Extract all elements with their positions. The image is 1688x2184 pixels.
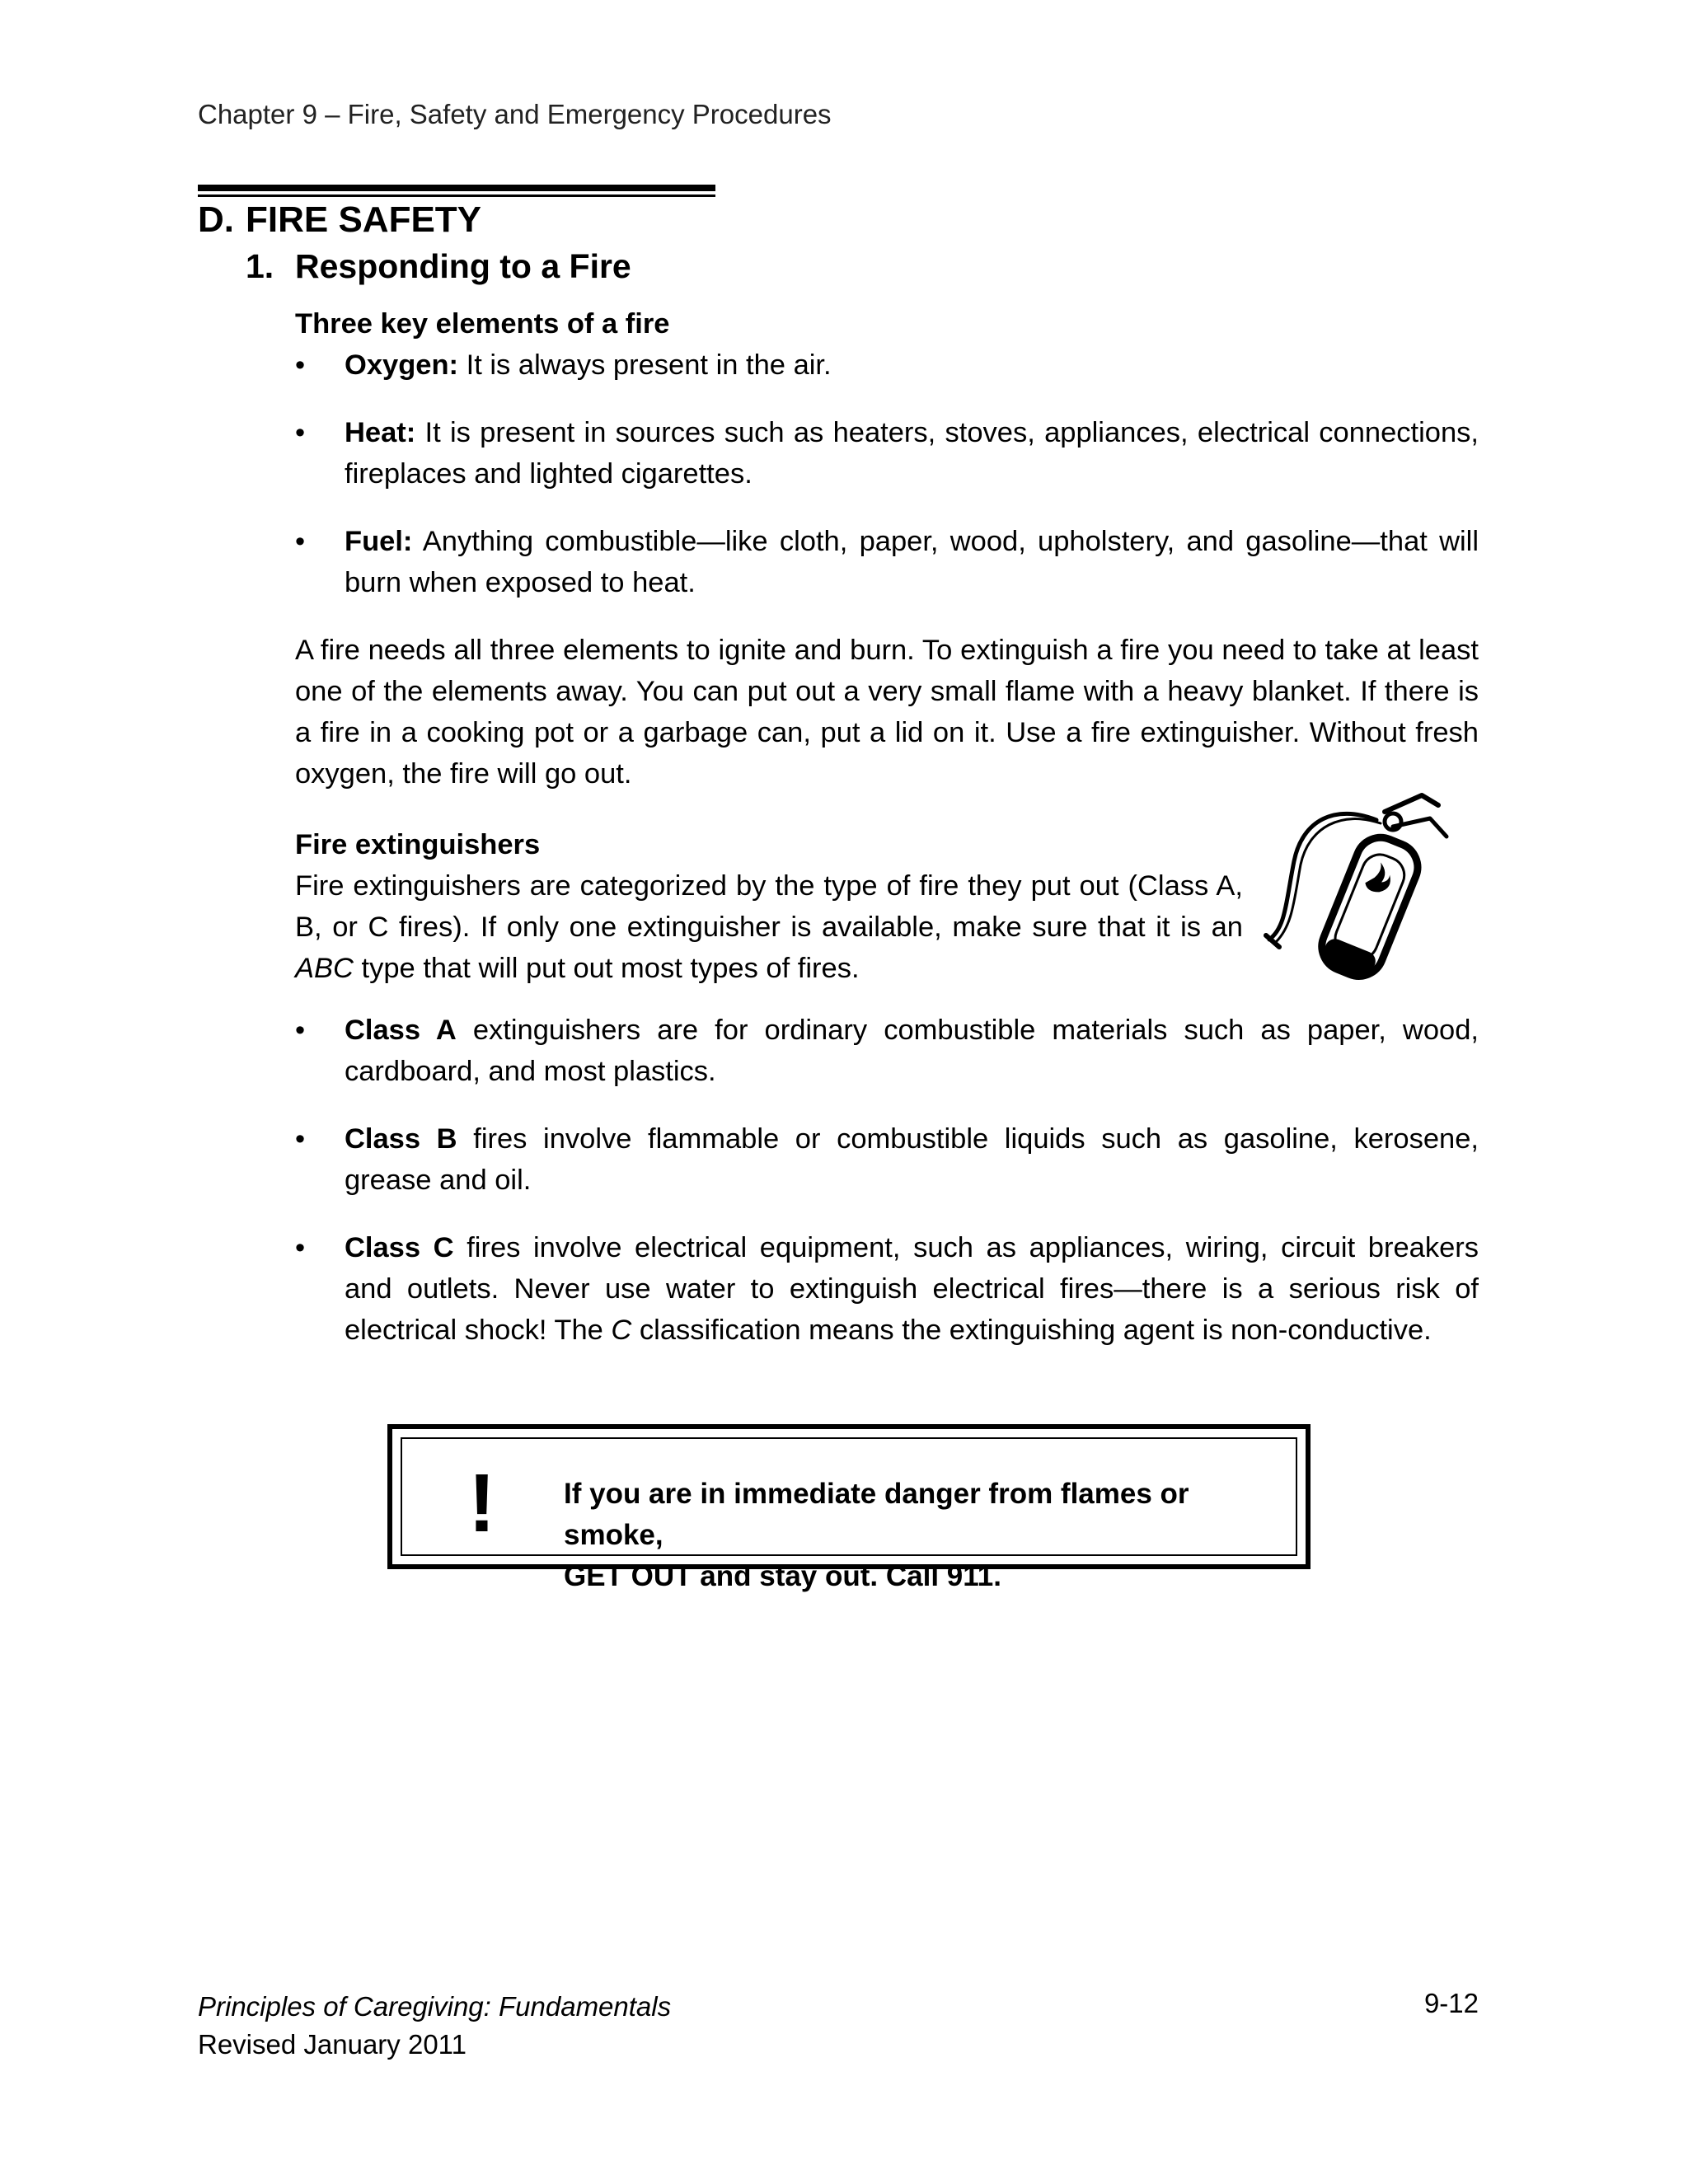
extinguishers-intro	[295, 824, 1243, 989]
alert-inner-border	[401, 1437, 1297, 1592]
abc-emphasis: ABC	[295, 953, 354, 984]
fire-elements-paragraph: A fire needs all three elements to ignite and burn. To extinguish a fire you need to take at least one of the elements away. You can put out a very small flame with a heavy blanket. If there is a fire in a cooking pot or a garbage can, put a lid on it. Use a fire extinguisher. Without fresh oxygen, the fire will go out.	[295, 635, 1479, 790]
exclamation-icon: !	[468, 1457, 496, 1549]
extinguisher-classes	[295, 1010, 1479, 1377]
class-text: fires involve electrical equipment, such as appliances, wiring, circuit breakers and outlets. Never use water to extinguish electrical fires—there is a serious risk of electrical shock! The	[345, 1232, 1479, 1346]
footer-left	[198, 1988, 671, 2064]
element-term: Fuel:	[345, 526, 413, 557]
fire-elements-heading: Three key elements of a fire	[295, 308, 670, 340]
bullet-icon: •	[295, 526, 306, 557]
emergency-alert-box	[387, 1424, 1311, 1592]
section-letter: D.	[198, 199, 234, 240]
extinguishers-text-part2: type that will put out most types of fires.	[353, 953, 860, 984]
bullet-icon: •	[295, 417, 306, 448]
class-term: Class B	[345, 1123, 457, 1155]
list-item	[295, 412, 1479, 494]
section-title-text: FIRE SAFETY	[246, 199, 482, 240]
extinguishers-text-part1: Fire extinguishers are categorized by the type of fire they put out (Class A, B, or C fires). If only one extinguisher is available, make sure that it is an	[295, 870, 1243, 943]
alert-line-2: GET OUT and stay out. Call 911.	[564, 1560, 1001, 1592]
list-item	[295, 1227, 1479, 1351]
bullet-icon: •	[295, 1123, 306, 1155]
class-text: fires involve flammable or combustible liquids such as gasoline, kerosene, grease and oil.	[345, 1123, 1479, 1196]
list-item	[295, 1118, 1479, 1201]
subsection-title-text: Responding to a Fire	[295, 247, 631, 285]
chapter-header: Chapter 9 – Fire, Safety and Emergency Procedures	[198, 99, 832, 129]
element-term: Oxygen:	[345, 349, 459, 381]
class-c-emphasis: C	[611, 1315, 632, 1346]
page-number: 9-12	[1423, 1988, 1479, 2018]
fire-elements-list	[295, 344, 1479, 603]
bullet-icon: •	[295, 349, 306, 381]
element-text: It is present in sources such as heaters, stoves, appliances, electrical connections, fireplaces and lighted cigarettes.	[345, 417, 1479, 490]
heading-rule-thin	[198, 194, 715, 197]
class-list	[295, 1010, 1479, 1351]
heading-rule-thick	[198, 185, 715, 191]
fire-elements-section	[295, 303, 1479, 794]
element-text: Anything combustible—like cloth, paper, wood, upholstery, and gasoline—that will burn when exposed to heat.	[345, 526, 1479, 598]
extinguishers-heading: Fire extinguishers	[295, 829, 541, 860]
list-item	[295, 521, 1479, 603]
class-term: Class A	[345, 1015, 457, 1046]
bullet-icon: •	[295, 1015, 306, 1046]
fire-extinguisher-icon	[1261, 787, 1451, 993]
bullet-icon: •	[295, 1232, 306, 1263]
list-item	[295, 344, 1479, 386]
footer-book-title: Principles of Caregiving: Fundamentals	[198, 1991, 672, 2022]
list-item	[295, 1010, 1479, 1092]
element-text: It is always present in the air.	[458, 349, 832, 381]
alert-line-1: If you are in immediate danger from flames or smoke,	[564, 1478, 1189, 1551]
class-term: Class C	[345, 1232, 454, 1263]
section-title	[198, 199, 481, 241]
extinguishers-paragraph	[295, 865, 1243, 989]
alert-text	[564, 1474, 1289, 1597]
class-text-end: classification means the extinguishing agent is non-conductive.	[631, 1315, 1432, 1346]
footer-revised: Revised January 2011	[198, 2029, 467, 2060]
element-term: Heat:	[345, 417, 416, 448]
class-text: extinguishers are for ordinary combustible materials such as paper, wood, cardboard, and most plastics.	[345, 1015, 1479, 1087]
subsection-number: 1.	[246, 247, 274, 285]
subsection-title	[246, 247, 631, 286]
